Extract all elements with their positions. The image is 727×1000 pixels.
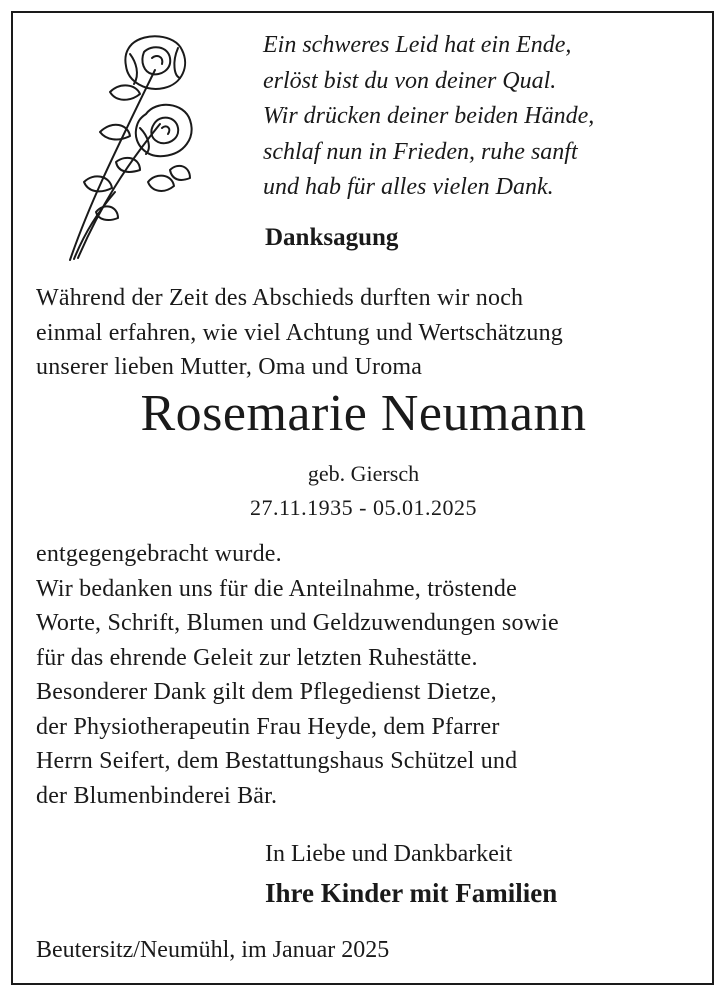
- thanks-line: Besonderer Dank gilt dem Pflegedienst Dietze,: [36, 679, 497, 705]
- thanks-line: entgegengebracht wurde.: [36, 541, 282, 567]
- thanks-paragraph: [36, 537, 559, 813]
- poem-line: und hab für alles vielen Dank.: [263, 174, 554, 200]
- thanks-line: Wir bedanken uns für die Anteilnahme, tröstende: [36, 575, 517, 602]
- place-date: Beutersitz/Neumühl, im Januar 2025: [36, 937, 390, 963]
- intro-paragraph: [36, 281, 563, 385]
- heading-danksagung: Danksagung: [265, 224, 399, 251]
- thanks-line: der Blumenbinderei Bär.: [36, 782, 278, 809]
- intro-line: unserer lieben Mutter, Oma und Uroma: [36, 354, 423, 380]
- rose-icon: [60, 32, 210, 267]
- life-dates: 27.11.1935 - 05.01.2025: [249, 495, 477, 520]
- thanks-line: Herrn Seifert, dem Bestattungshaus Schützel und: [36, 748, 518, 774]
- poem-line: Ein schweres Leid hat ein Ende,: [263, 32, 572, 58]
- birth-name: geb. Giersch: [307, 461, 420, 486]
- intro-line: einmal erfahren, wie viel Achtung und Wertschätzung: [36, 319, 563, 346]
- poem-line: schlaf nun in Frieden, ruhe sanft: [263, 138, 578, 165]
- closing-phrase: In Liebe und Dankbarkeit: [265, 841, 513, 867]
- thanks-line: für das ehrende Geleit zur letzten Ruhestätte.: [36, 644, 478, 671]
- deceased-name: Rosemarie Neumann: [140, 385, 587, 442]
- thanks-line: Worte, Schrift, Blumen und Geldzuwendungen sowie: [36, 610, 559, 636]
- poem-line: Wir drücken deiner beiden Hände,: [263, 103, 595, 129]
- poem-line: erlöst bist du von deiner Qual.: [263, 67, 557, 94]
- signature: Ihre Kinder mit Familien: [265, 878, 558, 908]
- thanks-line: der Physiotherapeutin Frau Heyde, dem Pfarrer: [36, 713, 500, 740]
- intro-line: Während der Zeit des Abschieds durften wir noch: [36, 285, 524, 311]
- memorial-poem: [263, 28, 594, 206]
